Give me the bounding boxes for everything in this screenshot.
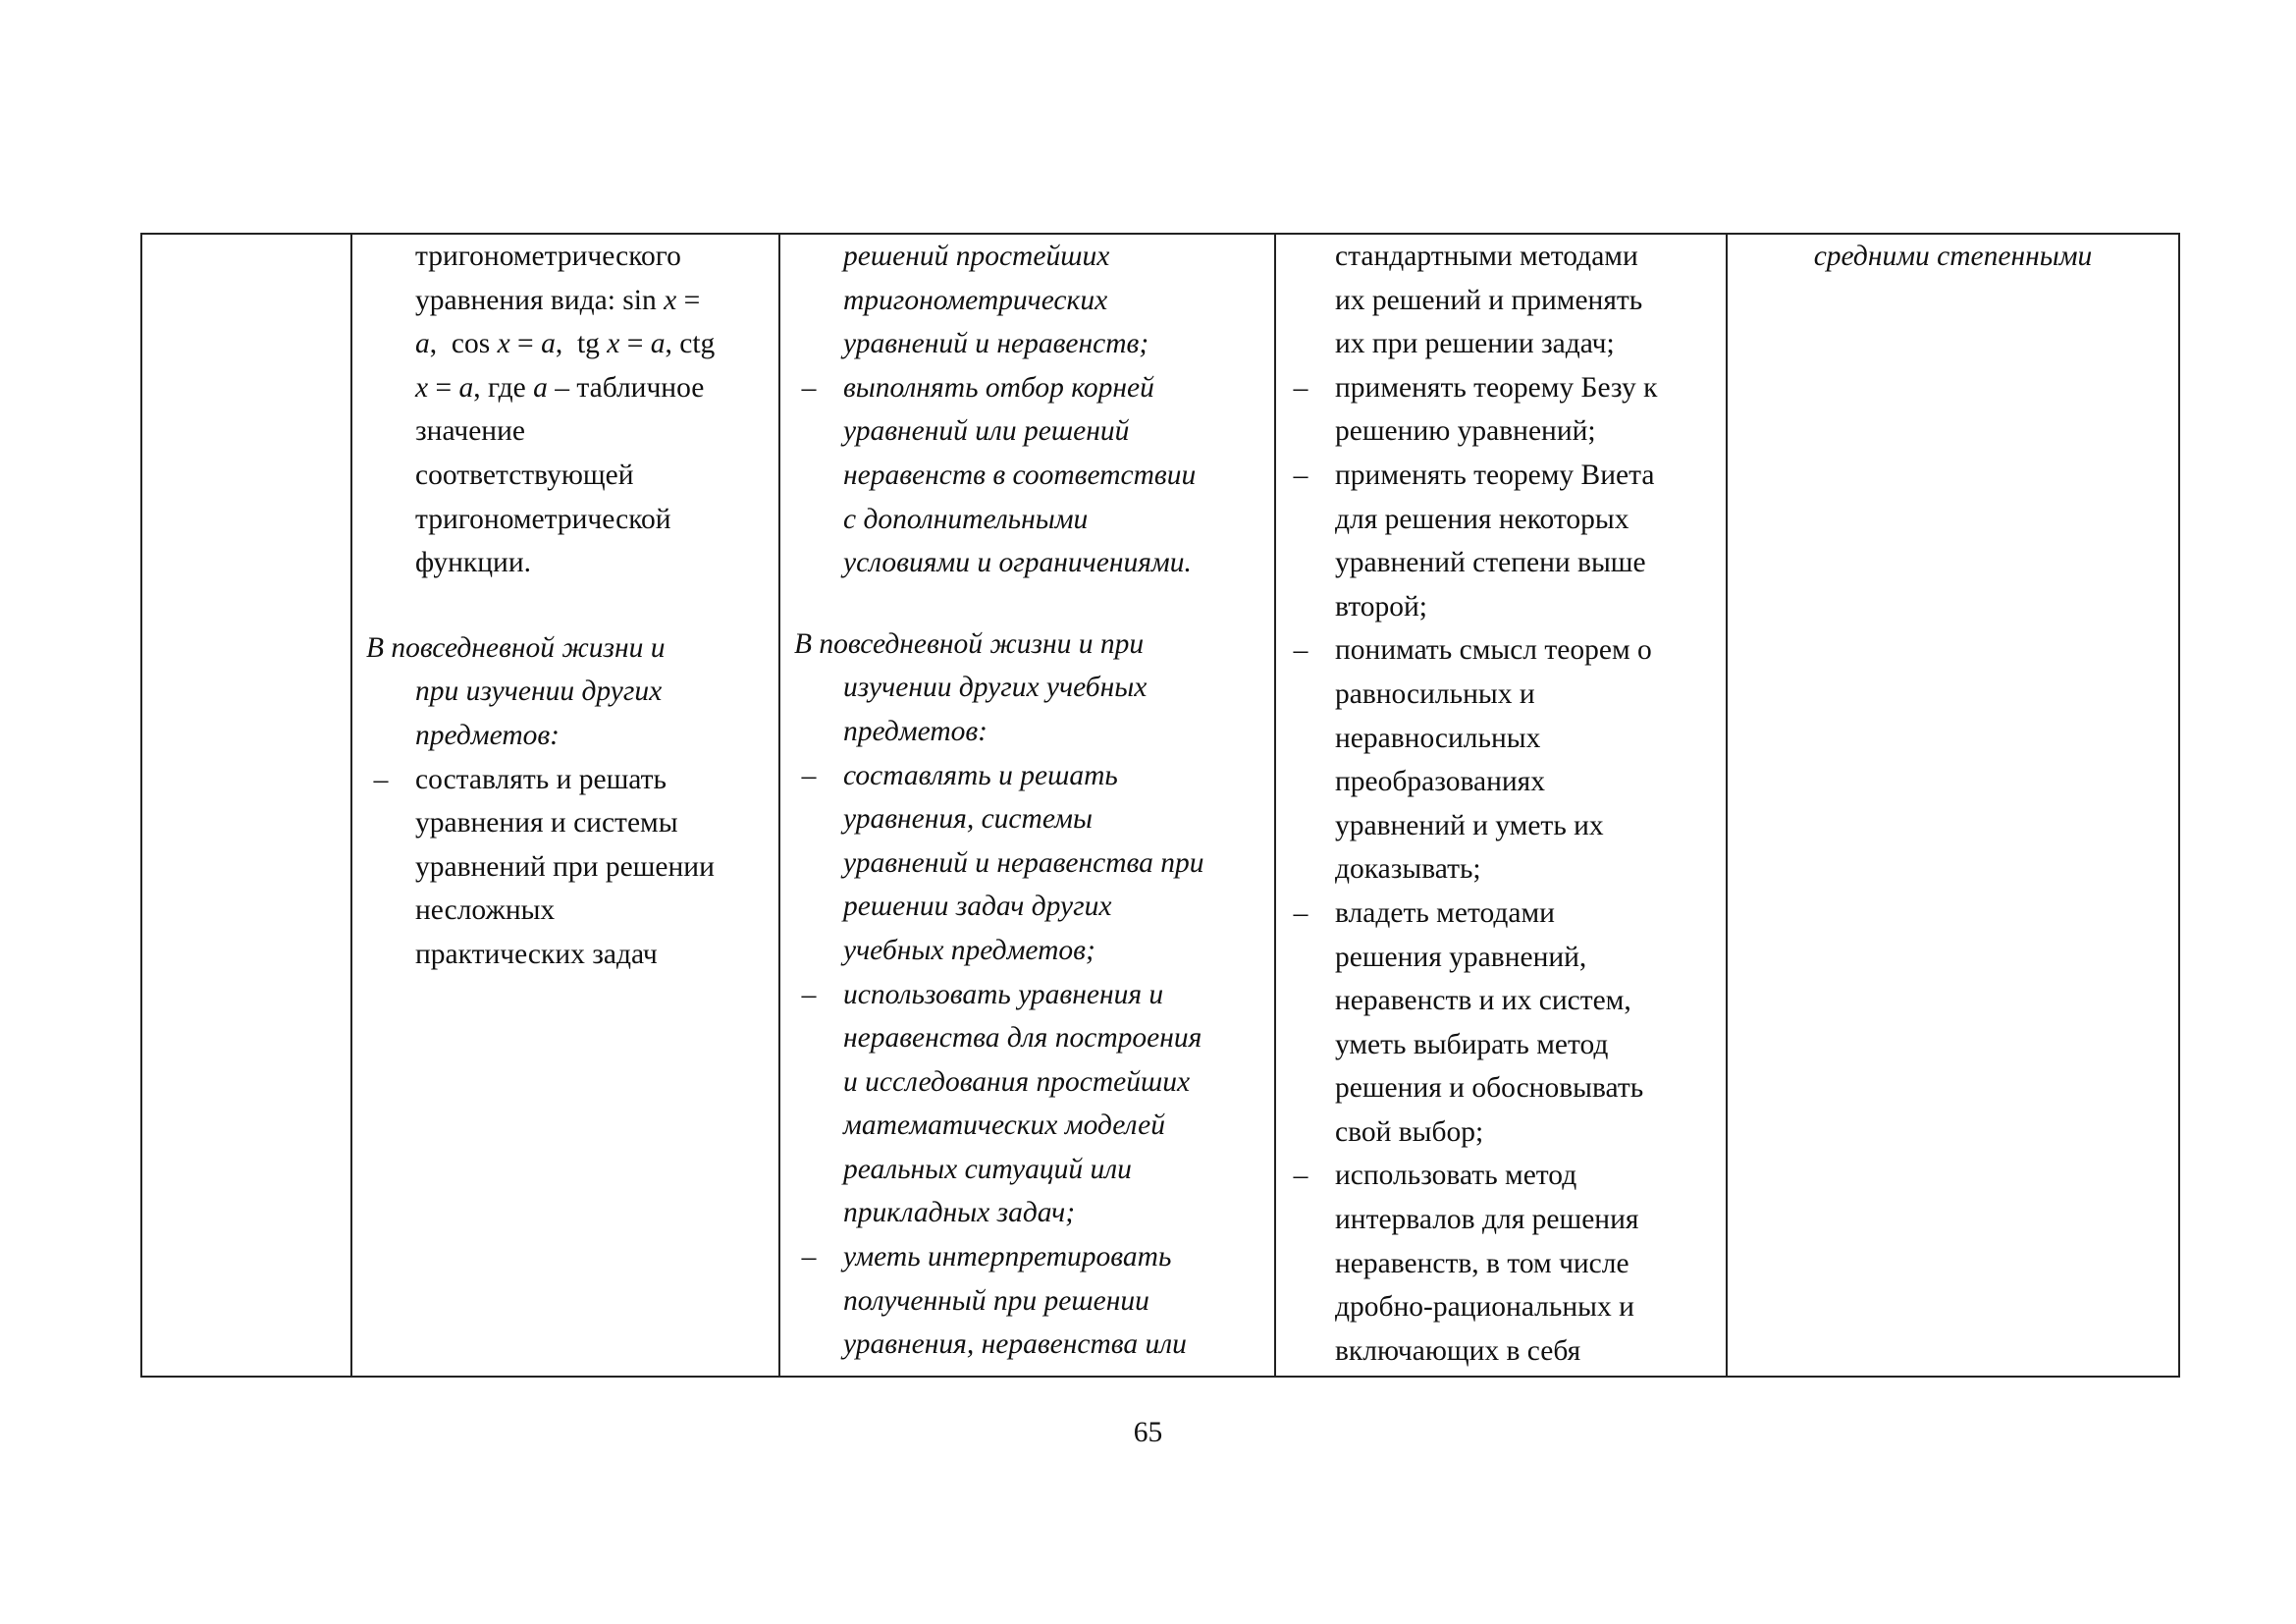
section-heading: предметов: xyxy=(843,715,988,747)
col4-content xyxy=(1276,235,1726,1373)
dash-bullet: – xyxy=(801,978,817,1010)
list-item: – использовать уравнения и неравенства для построения и исследования простейших математических моделей реальных ситуаций или прикладных задач; xyxy=(794,973,1258,1236)
text-line: уравнения вида: sin x = xyxy=(415,284,701,316)
section-heading: В повседневной жизни и при xyxy=(794,627,1145,660)
dash-bullet: – xyxy=(1293,896,1308,929)
text-line: соответствующей xyxy=(415,459,634,491)
dash-bullet: – xyxy=(801,371,817,404)
text-line: средними степенными xyxy=(1813,241,2093,272)
col2-content xyxy=(352,235,778,977)
col3-content xyxy=(780,235,1274,1367)
section-heading: В повседневной жизни и xyxy=(366,631,666,664)
list-item: – владеть методами решения уравнений, неравенств и их систем, уметь выбирать метод решения и обосновывать свой выбор; xyxy=(1286,892,1712,1155)
text-line: уравнений и неравенств; xyxy=(843,328,1149,360)
dash-bullet: – xyxy=(1293,371,1308,404)
dash-bullet: – xyxy=(1293,1160,1308,1192)
text-line: x = a, где a – табличное xyxy=(415,371,705,404)
text-line: a, cos x = a, tg x = a, ctg xyxy=(415,328,716,360)
page-number: 65 xyxy=(1133,1417,1163,1448)
table-row xyxy=(141,234,2179,1377)
list-item: – понимать смысл теорем о равносильных и неравносильных преобразованиях уравнений и уметь их доказывать; xyxy=(1286,628,1712,892)
section-heading: изучении других учебных xyxy=(843,672,1148,704)
table-cell-col4 xyxy=(1275,234,1727,1377)
list-item: – использовать метод интервалов для решения неравенств, в том числе дробно-рациональных и включающих в себя xyxy=(1286,1154,1712,1373)
dash-bullet: – xyxy=(1293,459,1308,491)
table-cell-col2 xyxy=(351,234,779,1377)
table-cell-col3 xyxy=(779,234,1275,1377)
list-item: – выполнять отбор корней уравнений или решений неравенств в соответствии с дополнительными условиями и ограничениями. xyxy=(794,366,1258,585)
table-cell-col5 xyxy=(1727,234,2179,1377)
text-line: их при решении задач; xyxy=(1335,328,1615,360)
list-item: – составлять и решать уравнения и системы уравнений при решении несложных практических задач xyxy=(366,758,761,977)
section-heading: при изучении других xyxy=(415,676,663,708)
section-heading: предметов: xyxy=(415,719,560,751)
text-line: значение xyxy=(415,415,525,448)
table-cell-col1 xyxy=(141,234,351,1377)
text-line: функции. xyxy=(415,547,531,579)
dash-bullet: – xyxy=(373,763,389,795)
text-line: тригонометрических xyxy=(843,284,1108,316)
dash-bullet: – xyxy=(1293,634,1308,667)
list-item: – применять теорему Виета для решения некоторых уравнений степени выше второй; xyxy=(1286,454,1712,628)
text-line: тригонометрического xyxy=(415,241,681,272)
text-line: стандартными методами xyxy=(1335,241,1638,272)
text-line: тригонометрической xyxy=(415,503,671,535)
col5-content xyxy=(1728,235,2178,279)
list-item: – уметь интерпретировать полученный при решении уравнения, неравенства или xyxy=(794,1235,1258,1367)
content-table xyxy=(140,233,2180,1378)
dash-bullet: – xyxy=(801,1241,817,1273)
text-line: решений простейших xyxy=(843,241,1110,272)
list-item: – применять теорему Безу к решению уравнений; xyxy=(1286,366,1712,454)
text-line: их решений и применять xyxy=(1335,284,1643,316)
dash-bullet: – xyxy=(801,759,817,791)
list-item: – составлять и решать уравнения, системы уравнений и неравенства при решении задач других учебных предметов; xyxy=(794,754,1258,973)
